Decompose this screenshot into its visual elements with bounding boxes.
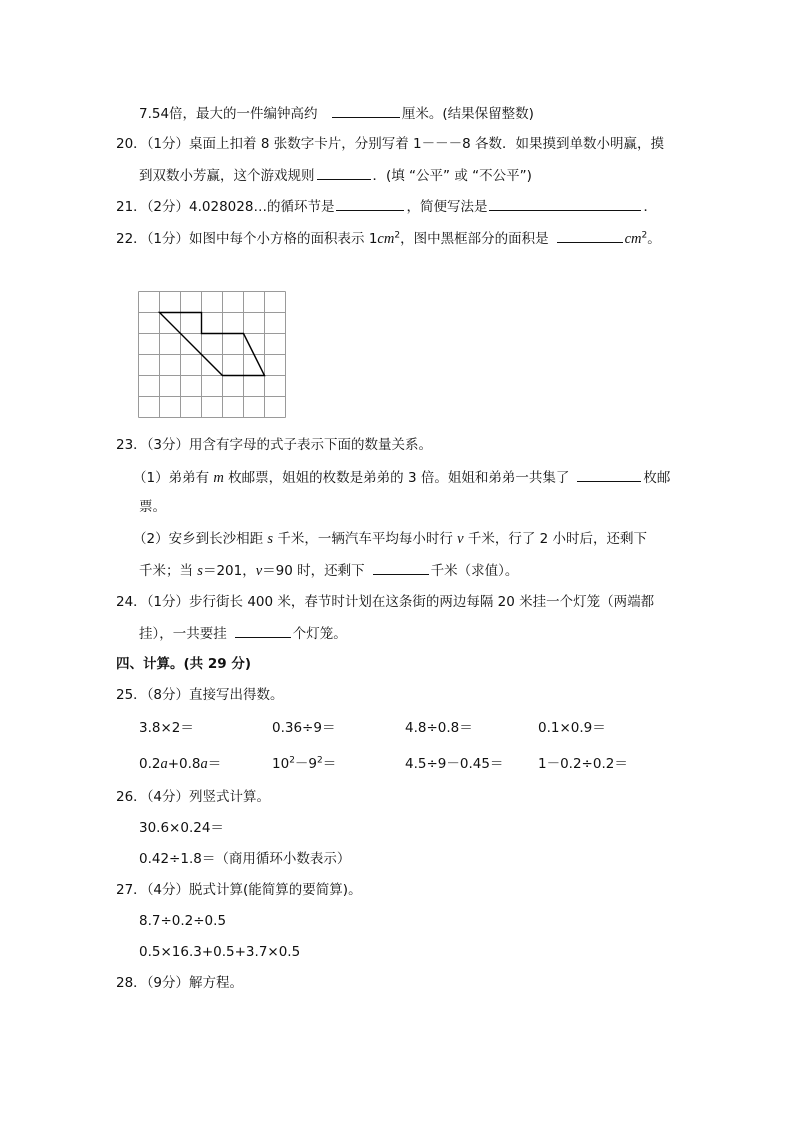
q28-number: 28． xyxy=(116,975,147,991)
q22-text-c: 。 xyxy=(647,231,661,247)
q27-title-line xyxy=(116,880,362,900)
q23-p1-var: m xyxy=(213,470,224,486)
q22-unit: cm xyxy=(377,231,395,247)
q28-title-line xyxy=(116,973,243,993)
q26-title-line xyxy=(116,787,270,807)
q23-p2-h: ＝90 时，还剩下 xyxy=(262,563,365,579)
q22-unit2: cm xyxy=(624,231,642,247)
q24-text-line2b: 个灯笼。 xyxy=(292,626,347,642)
q23-score: （3分） xyxy=(146,437,190,453)
q25-r2c3: 4.5÷9－0.45＝ xyxy=(405,756,504,772)
grid-lines xyxy=(139,292,286,418)
q23-p2-f: ＝201， xyxy=(202,563,256,579)
q25-r1c2: 0.36÷9＝ xyxy=(272,720,336,736)
q19-line xyxy=(139,103,534,124)
q27-item2: 0.5×16.3+0.5+3.7×0.5 xyxy=(139,944,301,960)
q19-text: 7.54倍，最大的一件编钟高约 xyxy=(139,106,318,122)
q23-number: 23． xyxy=(116,437,147,453)
q25-r2c2-exp1: 2 xyxy=(289,755,295,766)
q21-text-c: ． xyxy=(643,199,657,215)
q22-score: （1分） xyxy=(146,231,190,247)
q23-p2-e: s xyxy=(197,563,203,579)
q23-p1-answer-blank[interactable] xyxy=(577,467,641,482)
q27-item1: 8.7÷0.2÷0.5 xyxy=(139,913,227,929)
q23-p2-a: （2）安乡到长沙相距 xyxy=(133,531,264,547)
q21-line xyxy=(116,196,657,217)
q23-p2-var-v: v xyxy=(457,531,464,547)
q24-line2 xyxy=(139,623,347,644)
q23-part1-line1 xyxy=(133,467,670,488)
q23-p1-d: 票。 xyxy=(139,499,166,515)
q22-exp: 2 xyxy=(394,230,401,241)
q25-title: 直接写出得数。 xyxy=(189,687,284,703)
black-frame-shape xyxy=(160,313,265,376)
q25-number: 25． xyxy=(116,687,147,703)
section-4-title: 四、计算。(共 29 分) xyxy=(116,656,252,672)
q21-number: 21． xyxy=(116,199,147,215)
q20-text-line2a: 到双数小芳赢，这个游戏规则 xyxy=(139,168,315,184)
q24-number: 24． xyxy=(116,594,147,610)
q25-r1c3: 4.8÷0.8＝ xyxy=(405,720,473,736)
q23-p2-g: v xyxy=(255,563,263,579)
q27-score: （4分） xyxy=(146,882,190,898)
q25-r2c1 xyxy=(139,754,221,774)
q20-line1 xyxy=(116,134,664,154)
q23-title-line xyxy=(116,435,432,455)
q24-line1 xyxy=(116,592,654,612)
q22-text-a: 如图中每个小方格的面积表示 1 xyxy=(189,231,378,247)
q23-p2-b: 千米，一辆汽车平均每小时行 xyxy=(277,531,453,547)
q20-answer-blank[interactable] xyxy=(317,165,371,180)
q20-number: 20． xyxy=(116,136,147,152)
q23-part1-line2 xyxy=(139,497,166,517)
q26-item1: 30.6×0.24＝ xyxy=(139,820,224,836)
q25-r2c4: 1－0.2÷0.2＝ xyxy=(538,756,628,772)
q22-line xyxy=(116,228,661,249)
q25-r2c2 xyxy=(272,754,336,774)
q22-number: 22． xyxy=(116,231,147,247)
q20-text-line2b: ．(填 “公平” 或 “不公平”) xyxy=(372,168,532,184)
q26-score: （4分） xyxy=(146,789,190,805)
q26-item2: 0.42÷1.8＝（商用循环小数表示） xyxy=(139,851,351,867)
q23-p2-d: 千米；当 xyxy=(139,563,193,579)
q28-score: （9分） xyxy=(146,975,190,991)
q26-title: 列竖式计算。 xyxy=(189,789,271,805)
q28-title: 解方程。 xyxy=(189,975,244,991)
q20-text-line1: 桌面上扣着 8 张数字卡片，分别写着 1－－－8 各数．如果摸到单数小明赢，摸 xyxy=(189,136,664,152)
q26-number: 26． xyxy=(116,789,147,805)
q25-r2c2-b: －9 xyxy=(294,756,318,772)
q23-p1-b: 枚邮票，姐姐的枚数是弟弟的 3 倍。姐姐和弟弟一共集了 xyxy=(228,470,570,486)
q25-r2c1-var1: a xyxy=(160,756,168,772)
q25-r2c1-c: ＝ xyxy=(207,756,222,772)
q23-p2-c: 千米，行了 2 小时后，还剩下 xyxy=(467,531,648,547)
q25-r1c4: 0.1×0.9＝ xyxy=(538,720,606,736)
q23-part2-line1 xyxy=(133,529,647,549)
q25-r2c2-a: 10 xyxy=(272,756,290,772)
q27-number: 27． xyxy=(116,882,147,898)
q20-score: （1分） xyxy=(146,136,190,152)
q23-p2-answer-blank[interactable] xyxy=(373,560,429,575)
q23-p2-var-s: s xyxy=(267,531,274,547)
q24-text-line1: 步行街长 400 米，春节时计划在这条街的两边每隔 20 米挂一个灯笼（两端都 xyxy=(189,594,655,610)
q27-title: 脱式计算(能简算的要简算)。 xyxy=(189,882,362,898)
q22-text-b: ，图中黑框部分的面积是 xyxy=(400,231,549,247)
q21-text-a: 4.028028…的循环节是 xyxy=(189,199,335,215)
q22-grid-figure xyxy=(138,291,288,421)
q23-title: 用含有字母的式子表示下面的数量关系。 xyxy=(189,437,433,453)
q21-answer-blank-2[interactable] xyxy=(489,196,641,211)
q21-score: （2分） xyxy=(146,199,190,215)
q20-line2 xyxy=(139,165,532,186)
q23-p2-i: 千米（求值）。 xyxy=(430,563,519,579)
q23-p1-c: 枚邮 xyxy=(643,470,671,486)
q25-r2c1-var2: a xyxy=(200,756,208,772)
q21-answer-blank-1[interactable] xyxy=(336,196,404,211)
q24-answer-blank[interactable] xyxy=(235,623,291,638)
q19-suffix: 厘米。(结果保留整数) xyxy=(401,106,534,122)
q22-exp2: 2 xyxy=(641,230,648,241)
q22-answer-blank[interactable] xyxy=(557,228,623,243)
q25-score: （8分） xyxy=(146,687,190,703)
q25-r2c1-b: +0.8 xyxy=(167,756,201,772)
q25-r2c1-a: 0.2 xyxy=(139,756,161,772)
q25-r1c1: 3.8×2＝ xyxy=(139,720,194,736)
q24-text-line2a: 挂），一共要挂 xyxy=(139,626,227,642)
q25-r2c2-c: ＝ xyxy=(322,756,337,772)
q23-part2-line2 xyxy=(139,560,518,581)
q24-score: （1分） xyxy=(146,594,190,610)
q21-text-b: ，简便写法是 xyxy=(406,199,488,215)
q25-r2c2-exp2: 2 xyxy=(317,755,323,766)
q23-p1-a: （1）弟弟有 xyxy=(133,470,210,486)
q25-title-line xyxy=(116,685,284,705)
q19-answer-blank[interactable] xyxy=(332,103,400,118)
